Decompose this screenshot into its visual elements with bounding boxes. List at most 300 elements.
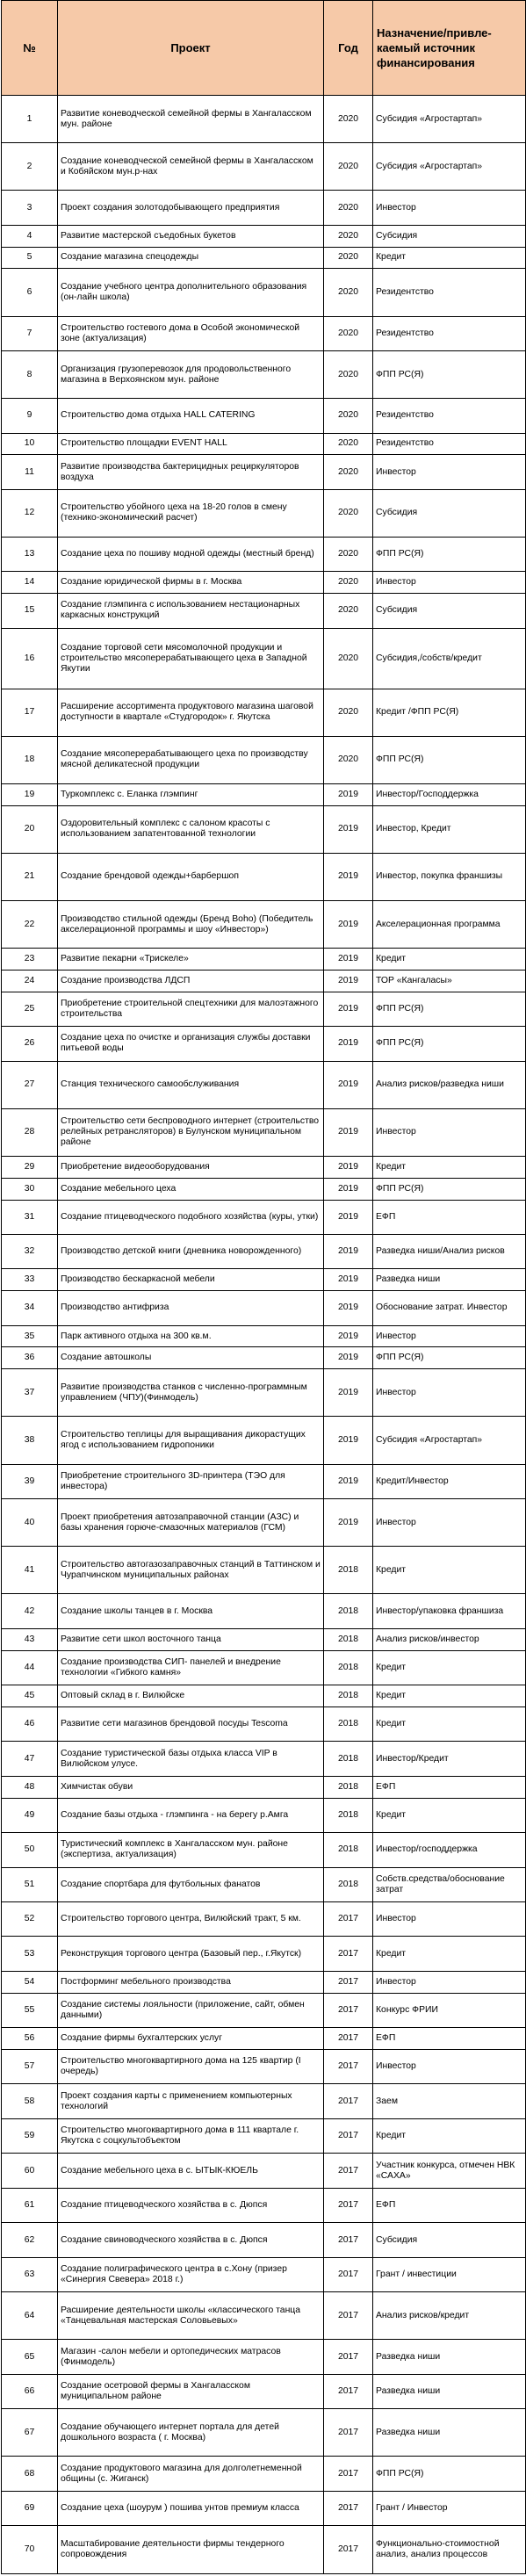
projects-table [1, 0, 526, 2574]
table-row [2, 992, 526, 1026]
row-number: 60 [2, 2154, 58, 2188]
project-year: 2018 [324, 1776, 373, 1798]
project-year: 2018 [324, 1833, 373, 1867]
row-number: 19 [2, 783, 58, 805]
row-number: 36 [2, 1347, 58, 1369]
table-row [2, 2374, 526, 2408]
project-year: 2020 [324, 225, 373, 247]
project-name: Развитие сети магазинов брендовой посуды Tescoma [58, 1707, 324, 1741]
project-year: 2019 [324, 1417, 373, 1464]
financing-source: ЕФП [373, 1200, 526, 1234]
project-name: Строительство убойного цеха на 18-20 голов в смену (технико-экономический расчет) [58, 489, 324, 537]
project-name: Расширение деятельности школы «классического танца «Танцевальная мастерская Соловьевых» [58, 2292, 324, 2340]
row-number: 15 [2, 594, 58, 628]
project-name: Химчистак обуви [58, 1776, 324, 1798]
table-body [2, 96, 526, 2574]
project-name: Создание глэмпинга с использованием нестационарных каркасных конструкций [58, 594, 324, 628]
row-number: 25 [2, 992, 58, 1026]
row-number: 57 [2, 2049, 58, 2083]
col-header-project: Проект [58, 1, 324, 96]
row-number: 26 [2, 1027, 58, 1061]
project-year: 2017 [324, 1993, 373, 2027]
financing-source: ФПП РС(Я) [373, 992, 526, 1026]
row-number: 1 [2, 96, 58, 143]
project-year: 2017 [324, 2154, 373, 2188]
financing-source: Кредит [373, 1937, 526, 1971]
table-row [2, 2457, 526, 2491]
project-name: Производство стильной одежды (Бренд Boho) (Победитель акселерационной программы и шоу «Инвестор») [58, 900, 324, 948]
project-name: Строительство площадки EVENT HALL [58, 433, 324, 455]
table-row [2, 2257, 526, 2291]
project-year: 2019 [324, 1178, 373, 1200]
col-header-financing: Назначение/привле-каемый источник финансирования [373, 1, 526, 96]
table-row [2, 1742, 526, 1776]
row-number: 45 [2, 1685, 58, 1707]
financing-source: Резидентство [373, 316, 526, 350]
row-number: 50 [2, 1833, 58, 1867]
project-year: 2018 [324, 1707, 373, 1741]
table-row [2, 2292, 526, 2340]
financing-source: ФПП РС(Я) [373, 1347, 526, 1369]
project-year: 2020 [324, 572, 373, 594]
project-name: Туристический комплекс в Хангаласском мун. районе (экспертиза, актуализация) [58, 1833, 324, 1867]
financing-source: Инвестор/упаковка франшиза [373, 1594, 526, 1628]
row-number: 59 [2, 2118, 58, 2153]
project-year: 2020 [324, 247, 373, 269]
financing-source: ЕФП [373, 1776, 526, 1798]
table-row [2, 1417, 526, 1464]
table-row [2, 433, 526, 455]
project-name: Строительство гостевого дома в Особой экономической зоне (актуализация) [58, 316, 324, 350]
financing-source: Субсидия [373, 225, 526, 247]
financing-source: Разведка ниши [373, 1269, 526, 1291]
table-row [2, 949, 526, 971]
project-year: 2020 [324, 96, 373, 143]
row-number: 2 [2, 143, 58, 191]
project-year: 2019 [324, 992, 373, 1026]
table-header-row [2, 1, 526, 96]
project-name: Строительство автогазозаправочных станций в Таттинском и Чурапчинском муниципальных районах [58, 1547, 324, 1594]
project-year: 2019 [324, 900, 373, 948]
row-number: 16 [2, 628, 58, 689]
project-year: 2018 [324, 1742, 373, 1776]
financing-source: Участник конкурса, отмечен НВК «САХА» [373, 2154, 526, 2188]
col-header-year: Год [324, 1, 373, 96]
financing-source: Кредит [373, 1547, 526, 1594]
table-row [2, 2409, 526, 2457]
table-row [2, 1200, 526, 1234]
row-number: 32 [2, 1234, 58, 1268]
project-name: Производство антифриза [58, 1291, 324, 1325]
project-year: 2017 [324, 2028, 373, 2050]
table-row [2, 1108, 526, 1156]
table-row [2, 247, 526, 269]
project-year: 2017 [324, 2049, 373, 2083]
row-number: 21 [2, 853, 58, 900]
financing-source: ФПП РС(Я) [373, 1027, 526, 1061]
financing-source: Инвестор [373, 1369, 526, 1417]
project-year: 2019 [324, 1061, 373, 1108]
row-number: 18 [2, 736, 58, 783]
row-number: 64 [2, 2292, 58, 2340]
project-year: 2019 [324, 1234, 373, 1268]
project-name: Создание учебного центра дополнительного образования (он-лайн школа) [58, 269, 324, 316]
project-name: Проект создания золотодобывающего предприятия [58, 191, 324, 225]
financing-source: Кредит [373, 247, 526, 269]
table-row [2, 2223, 526, 2257]
row-number: 4 [2, 225, 58, 247]
table-row [2, 269, 526, 316]
project-year: 2017 [324, 2491, 373, 2525]
project-year: 2020 [324, 689, 373, 736]
project-name: Создание брендовой одежды+барбершоп [58, 853, 324, 900]
project-name: Строительство теплицы для выращивания дикорастущих ягод с использованием гидропоники [58, 1417, 324, 1464]
project-name: Магазин -салон мебели и ортопедических матрасов (Финмодель) [58, 2340, 324, 2374]
financing-source: Субсидия [373, 489, 526, 537]
table-row [2, 689, 526, 736]
row-number: 48 [2, 1776, 58, 1798]
project-name: Создание автошколы [58, 1347, 324, 1369]
project-name: Создание коневодческой семейной фермы в Хангаласском и Кобяйском мун.р-нах [58, 143, 324, 191]
project-name: Постформинг мебельного производства [58, 1971, 324, 1993]
table-row [2, 2049, 526, 2083]
project-name: Создание школы танцев в г. Москва [58, 1594, 324, 1628]
row-number: 17 [2, 689, 58, 736]
table-row [2, 1234, 526, 1268]
financing-source: Анализ рисков/кредит [373, 2292, 526, 2340]
financing-source: Кредит [373, 949, 526, 971]
table-row [2, 1776, 526, 1798]
table-row [2, 1178, 526, 1200]
project-year: 2019 [324, 1347, 373, 1369]
project-name: Производство детской книги (дневника новорожденного) [58, 1234, 324, 1268]
project-name: Создание фирмы бухгалтерских услуг [58, 2028, 324, 2050]
table-row [2, 1347, 526, 1369]
project-name: Масштабирование деятельности фирмы тендерного сопровождения [58, 2526, 324, 2573]
project-year: 2017 [324, 2257, 373, 2291]
project-name: Создание птицеводческого хозяйства в с. Дюпся [58, 2188, 324, 2222]
project-name: Создание магазина спецодежды [58, 247, 324, 269]
row-number: 13 [2, 538, 58, 572]
row-number: 27 [2, 1061, 58, 1108]
project-year: 2020 [324, 269, 373, 316]
financing-source: Субсидия «Агростартап» [373, 1417, 526, 1464]
financing-source: Собств.средства/обоснование затрат [373, 1867, 526, 1901]
table-row [2, 2154, 526, 2188]
project-name: Создание системы лояльности (приложение, сайт, обмен данными) [58, 1993, 324, 2027]
financing-source: ТОР «Кангаласы» [373, 970, 526, 992]
financing-source: Инвестор [373, 572, 526, 594]
project-year: 2019 [324, 783, 373, 805]
financing-source: Инвестор [373, 1325, 526, 1347]
row-number: 23 [2, 949, 58, 971]
financing-source: Грант / Инвестор [373, 2491, 526, 2525]
table-row [2, 1937, 526, 1971]
row-number: 33 [2, 1269, 58, 1291]
project-name: Создание полиграфического центра в с.Хону (призер «Синергия Свевера» 2018 г.) [58, 2257, 324, 2291]
project-name: Создание базы отдыха - глэмпинга - на берегу р.Амга [58, 1798, 324, 1832]
project-name: Производство бескаркасной мебели [58, 1269, 324, 1291]
table-row [2, 1901, 526, 1936]
row-number: 66 [2, 2374, 58, 2408]
project-name: Расширение ассортимента продуктового магазина шаговой доступности в квартале «Студгородок» г. Якутска [58, 689, 324, 736]
project-year: 2020 [324, 489, 373, 537]
financing-source: Субсидия «Агростартап» [373, 143, 526, 191]
project-name: Организация грузоперевозок для продовольственного магазина в Верхоянском мун. районе [58, 350, 324, 398]
row-number: 7 [2, 316, 58, 350]
row-number: 43 [2, 1628, 58, 1650]
project-year: 2020 [324, 143, 373, 191]
financing-source: Кредит [373, 2118, 526, 2153]
table-row [2, 736, 526, 783]
project-name: Развитие производства бактерицидных рециркуляторов воздуха [58, 455, 324, 489]
project-name: Создание спортбара для футбольных фанатов [58, 1867, 324, 1901]
row-number: 65 [2, 2340, 58, 2374]
row-number: 11 [2, 455, 58, 489]
row-number: 69 [2, 2491, 58, 2525]
financing-source: Анализ рисков/разведка ниши [373, 1061, 526, 1108]
project-name: Создание птицеводческого подобного хозяйства (куры, утки) [58, 1200, 324, 1234]
financing-source: Кредит [373, 1798, 526, 1832]
table-row [2, 900, 526, 948]
row-number: 41 [2, 1547, 58, 1594]
project-name: Развитие сети школ восточного танца [58, 1628, 324, 1650]
row-number: 31 [2, 1200, 58, 1234]
financing-source: Резидентство [373, 433, 526, 455]
project-name: Создание цеха по очистке и организация службы доставки питьевой воды [58, 1027, 324, 1061]
row-number: 47 [2, 1742, 58, 1776]
project-year: 2017 [324, 1971, 373, 1993]
project-year: 2017 [324, 2292, 373, 2340]
table-row [2, 1325, 526, 1347]
financing-source: Разведка ниши/Анализ рисков [373, 1234, 526, 1268]
row-number: 44 [2, 1650, 58, 1685]
table-row [2, 1971, 526, 1993]
project-name: Строительство сети беспроводного интернет (строительство релейных ретрансляторов) в Булунском муниципальном районе [58, 1108, 324, 1156]
financing-source: ФПП РС(Я) [373, 350, 526, 398]
project-name: Оздоровительный комплекс с салоном красоты с использованием запатентованной технологии [58, 805, 324, 853]
project-year: 2019 [324, 1156, 373, 1178]
project-year: 2018 [324, 1547, 373, 1594]
table-row [2, 853, 526, 900]
project-year: 2018 [324, 1594, 373, 1628]
financing-source: Субсидия «Агростартап» [373, 96, 526, 143]
financing-source: Инвестор/Господдержка [373, 783, 526, 805]
row-number: 62 [2, 2223, 58, 2257]
financing-source: Инвестор [373, 2049, 526, 2083]
project-year: 2018 [324, 1867, 373, 1901]
row-number: 5 [2, 247, 58, 269]
project-year: 2017 [324, 2188, 373, 2222]
table-row [2, 489, 526, 537]
table-row [2, 594, 526, 628]
table-row [2, 143, 526, 191]
table-row [2, 1027, 526, 1061]
project-year: 2018 [324, 1628, 373, 1650]
financing-source: Инвестор [373, 1108, 526, 1156]
project-name: Приобретение строительной спецтехники для малоэтажного строительства [58, 992, 324, 1026]
project-year: 2020 [324, 433, 373, 455]
financing-source: Инвестор [373, 1499, 526, 1547]
financing-source: Кредит [373, 1650, 526, 1685]
financing-source: ЕФП [373, 2028, 526, 2050]
project-name: Оптовый склад в г. Вилюйске [58, 1685, 324, 1707]
financing-source: Разведка ниши [373, 2374, 526, 2408]
table-row [2, 2188, 526, 2222]
project-name: Приобретение строительного 3D-принтера (ТЭО для инвестора) [58, 1464, 324, 1498]
financing-source: Кредит [373, 1156, 526, 1178]
row-number: 29 [2, 1156, 58, 1178]
col-header-number: № [2, 1, 58, 96]
financing-source: Инвестор/Кредит [373, 1742, 526, 1776]
project-name: Парк активного отдыха на 300 кв.м. [58, 1325, 324, 1347]
table-row [2, 1685, 526, 1707]
financing-source: ФПП РС(Я) [373, 1178, 526, 1200]
financing-source: Кредит /ФПП РС(Я) [373, 689, 526, 736]
project-year: 2019 [324, 853, 373, 900]
project-name: Станция технического самообслуживания [58, 1061, 324, 1108]
row-number: 39 [2, 1464, 58, 1498]
table-row [2, 2340, 526, 2374]
table-row [2, 1594, 526, 1628]
table-row [2, 2118, 526, 2153]
table-row [2, 2084, 526, 2118]
table-row [2, 455, 526, 489]
project-name: Проект создания карты с применением компьютерных технологий [58, 2084, 324, 2118]
financing-source: Кредит/Инвестор [373, 1464, 526, 1498]
project-year: 2019 [324, 1027, 373, 1061]
project-name: Создание продуктового магазина для долголетнеменной общины (с. Жиганск) [58, 2457, 324, 2491]
row-number: 10 [2, 433, 58, 455]
table-row [2, 572, 526, 594]
table-row [2, 805, 526, 853]
row-number: 37 [2, 1369, 58, 1417]
project-name: Создание производства СИП- панелей и внедрение технологии «Гибкого камня» [58, 1650, 324, 1685]
financing-source: Инвестор [373, 1901, 526, 1936]
project-name: Создание мебельного цеха в с. ЫТЫК-КЮЕЛЬ [58, 2154, 324, 2188]
project-year: 2017 [324, 2374, 373, 2408]
table-row [2, 350, 526, 398]
project-name: Создание производства ЛДСП [58, 970, 324, 992]
row-number: 35 [2, 1325, 58, 1347]
project-year: 2017 [324, 2526, 373, 2573]
table-row [2, 225, 526, 247]
project-name: Развитие коневодческой семейной фермы в Хангаласском мун. районе [58, 96, 324, 143]
table-row [2, 1650, 526, 1685]
project-year: 2019 [324, 949, 373, 971]
project-year: 2017 [324, 1937, 373, 1971]
financing-source: Обоснование затрат. Инвестор [373, 1291, 526, 1325]
project-year: 2019 [324, 1325, 373, 1347]
table-row [2, 1269, 526, 1291]
project-year: 2018 [324, 1685, 373, 1707]
project-year: 2017 [324, 2223, 373, 2257]
project-name: Создание торговой сети мясомолочной продукции и строительство мясоперерабатывающего цеха в Западной Якутии [58, 628, 324, 689]
financing-source: Инвестор [373, 1971, 526, 1993]
table-row [2, 1464, 526, 1498]
row-number: 34 [2, 1291, 58, 1325]
row-number: 63 [2, 2257, 58, 2291]
project-year: 2020 [324, 455, 373, 489]
table-row [2, 1499, 526, 1547]
row-number: 55 [2, 1993, 58, 2027]
row-number: 67 [2, 2409, 58, 2457]
project-year: 2018 [324, 1798, 373, 1832]
project-name: Развитие мастерской съедобных букетов [58, 225, 324, 247]
row-number: 20 [2, 805, 58, 853]
project-year: 2019 [324, 805, 373, 853]
table-row [2, 1628, 526, 1650]
financing-source: Конкурс ФРИИ [373, 1993, 526, 2027]
financing-source: Разведка ниши [373, 2340, 526, 2374]
project-year: 2017 [324, 2084, 373, 2118]
table-row [2, 1061, 526, 1108]
project-name: Создание мясоперерабатывающего цеха по производству мясной деликатесной продукции [58, 736, 324, 783]
table-row [2, 783, 526, 805]
financing-source: Резидентство [373, 399, 526, 433]
table-row [2, 1833, 526, 1867]
table-row [2, 2028, 526, 2050]
project-year: 2017 [324, 2457, 373, 2491]
financing-source: ФПП РС(Я) [373, 538, 526, 572]
financing-source: Резидентство [373, 269, 526, 316]
row-number: 3 [2, 191, 58, 225]
row-number: 22 [2, 900, 58, 948]
project-name: Строительство многоквартирного дома в 111 квартале г. Якутска с соцкультобъектом [58, 2118, 324, 2153]
table-row [2, 2491, 526, 2525]
financing-source: ФПП РС(Я) [373, 736, 526, 783]
project-year: 2019 [324, 1369, 373, 1417]
financing-source: Инвестор, Кредит [373, 805, 526, 853]
project-name: Создание цеха по пошиву модной одежды (местный бренд) [58, 538, 324, 572]
row-number: 56 [2, 2028, 58, 2050]
row-number: 61 [2, 2188, 58, 2222]
project-name: Строительство многоквартирного дома на 125 квартир (I очередь) [58, 2049, 324, 2083]
financing-source: Субсидия [373, 594, 526, 628]
table-row [2, 96, 526, 143]
row-number: 52 [2, 1901, 58, 1936]
project-name: Приобретение видеооборудования [58, 1156, 324, 1178]
project-name: Создание обучающего интернет портала для детей дошкольного возраста ( г. Москва) [58, 2409, 324, 2457]
row-number: 24 [2, 970, 58, 992]
project-name: Создание мебельного цеха [58, 1178, 324, 1200]
row-number: 8 [2, 350, 58, 398]
project-name: Проект приобретения автозаправочной станции (АЗС) и базы хранения горюче-смазочных материалов (ГСМ) [58, 1499, 324, 1547]
financing-source: Функционально-стоимостной анализ, анализ процессов [373, 2526, 526, 2573]
project-name: Строительство торгового центра, Вилюйский тракт, 5 км. [58, 1901, 324, 1936]
table-row [2, 316, 526, 350]
project-year: 2020 [324, 628, 373, 689]
financing-source: ФПП РС(Я) [373, 2457, 526, 2491]
row-number: 51 [2, 1867, 58, 1901]
project-year: 2017 [324, 1901, 373, 1936]
financing-source: Инвестор, покупка франшизы [373, 853, 526, 900]
project-year: 2020 [324, 399, 373, 433]
table-row [2, 1291, 526, 1325]
project-year: 2019 [324, 1108, 373, 1156]
row-number: 6 [2, 269, 58, 316]
table-row [2, 538, 526, 572]
row-number: 40 [2, 1499, 58, 1547]
project-year: 2020 [324, 538, 373, 572]
project-year: 2018 [324, 1650, 373, 1685]
row-number: 14 [2, 572, 58, 594]
project-name: Создание юридической фирмы в г. Москва [58, 572, 324, 594]
row-number: 46 [2, 1707, 58, 1741]
project-year: 2020 [324, 736, 373, 783]
project-name: Реконструкция торгового центра (Базовый пер., г.Якутск) [58, 1937, 324, 1971]
project-name: Развитие пекарни «Трискеле» [58, 949, 324, 971]
